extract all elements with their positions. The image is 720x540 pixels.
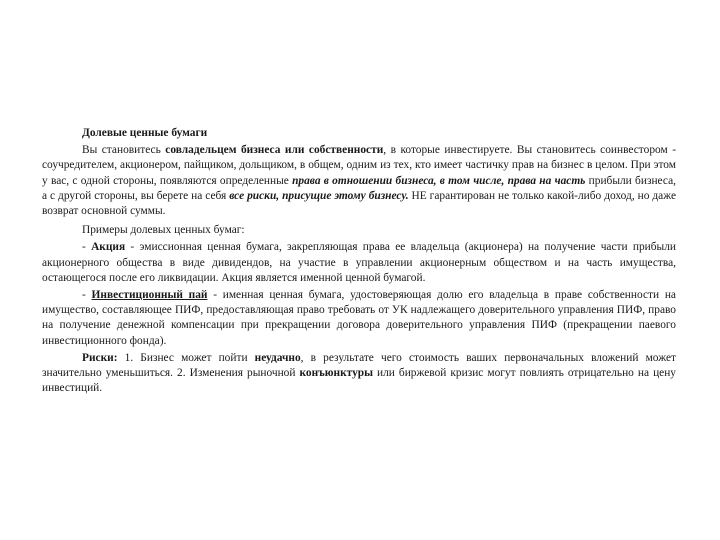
risks-text-3: или биржевой кризис могут повлиять отрицательно на цену инвестиций.: [42, 367, 677, 395]
intro-text-4: НЕ гарантирован не только какой-либо доход, но даже возврат основной суммы.: [42, 189, 677, 218]
risks-text-2: , в результате чего стоимость ваших первоначальных вложений может значительно уменьшиться. 2. Изменения рыночной: [42, 351, 676, 380]
risks-paragraph: [42, 351, 676, 397]
section-title: Долевые ценные бумаги: [82, 127, 208, 139]
risks-bold-1: неудачно: [254, 351, 301, 364]
intro-text-3: прибыли бизнеса, а с другой стороны, вы берете на себя: [42, 174, 676, 202]
intro-paragraph: [42, 143, 676, 219]
unit-dash: -: [82, 289, 92, 302]
intro-text-1: Вы становитесь: [82, 144, 166, 157]
share-definition: [42, 240, 676, 286]
risks-bold-2: конъюнктуры: [299, 367, 374, 380]
document-body: [42, 126, 676, 396]
unit-text: - именная ценная бумага, удостоверяющая долю его владельца в праве собственности на имущество, составляющее ПИФ, предоставляющая право требовать от УК надлежащего доверительного управления ПИФ, право на получение денежной компенсации при прекращении договора доверительного управления ПИФ (прекращении паевого инвестиционного фонда).: [42, 289, 676, 347]
intro-bold-italic-1: права в отношении бизнеса, в том числе, права на часть: [292, 174, 586, 187]
intro-bold-italic-2: все риски, присущие этому бизнесу.: [229, 189, 409, 202]
share-term: Акция: [91, 241, 126, 254]
intro-bold-1: совладельцем бизнеса или собственности: [165, 144, 384, 157]
examples-heading: Примеры долевых ценных бумаг:: [82, 224, 245, 237]
intro-text-2: , в которые инвестируете. Вы становитесь соинвестором - соучредителем, акционером, пайщиком, дольщиком, в общем, одним из тех, кто имеет частичку прав на бизнес в целом. При этом у вас, с одной стороны, появляются определенные: [42, 144, 676, 187]
share-text: - эмиссионная ценная бумага, закрепляющая права ее владельца (акционера) на получение части прибыли акционерного общества в виде дивидендов, на участие в управлении акционерным обществом и на часть имущества, остающегося после его ликвидации. Акция является именной ценной бумагой.: [42, 241, 676, 284]
risks-text-1: 1. Бизнес может пойти: [117, 351, 255, 364]
unit-term: Инвестиционный пай: [91, 289, 208, 302]
unit-definition: [42, 288, 676, 349]
share-dash: -: [82, 241, 92, 254]
risks-label: Риски:: [82, 351, 118, 364]
